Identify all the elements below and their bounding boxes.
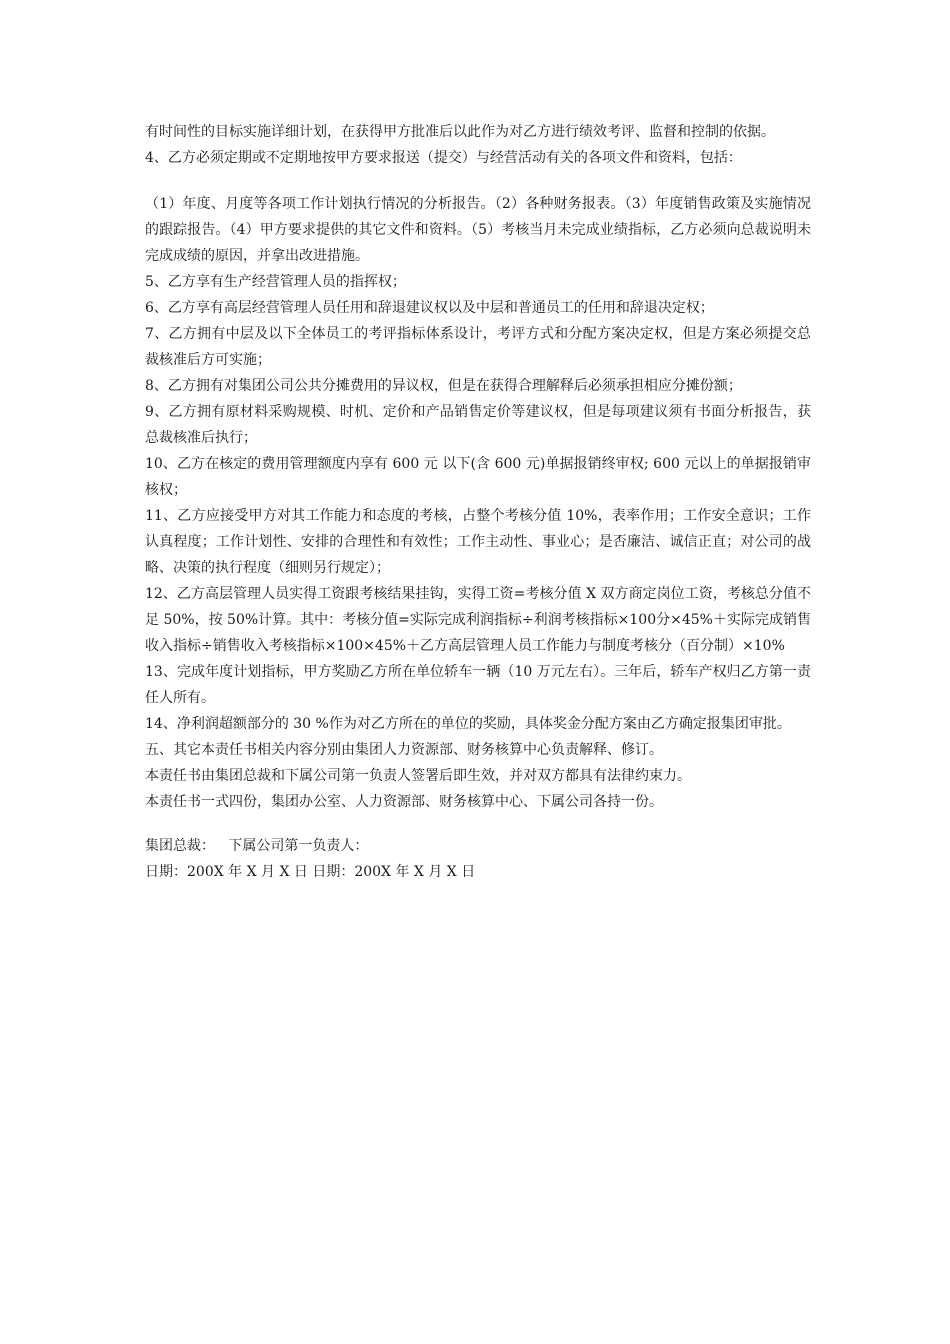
paragraph-item-5: 5、乙方享有生产经营管理人员的指挥权； [145, 274, 406, 290]
paragraph-item-6: 6、乙方享有高层经营管理人员任用和辞退建议权以及中层和普通员工的任用和辞退决定权； [145, 300, 714, 316]
paragraph-copies: 本责任书一式四份，集团办公室、人力资源部、财务核算中心、下属公司各持一份。 [145, 794, 663, 810]
paragraph-item-12: 12、乙方高层管理人员实得工资跟考核结果挂钩，实得工资=考核分值 X 双方商定岗位工资，考核总分值不足 50%，按 50%计算。其中：考核分值=实际完成利润指标÷利润考核指标×100分×45%＋实际完成销售收入指标÷销售收入考核指标×100×45%＋乙方高层管理人员工作能力与制度考核分（百分制）×10% [145, 586, 811, 654]
paragraph-item-14: 14、净利润超额部分的 30 %作为对乙方所在的单位的奖励，具体奖金分配方案由乙方确定报集团审批。 [145, 716, 791, 732]
paragraph-effectiveness: 本责任书由集团总裁和下属公司第一负责人签署后即生效，并对双方都具有法律约束力。 [145, 768, 691, 784]
paragraph-item-10: 10、乙方在核定的费用管理额度内享有 600 元 以下(含 600 元)单据报销终审权; 600 元以上的单据报销审核权； [145, 456, 811, 498]
paragraph-item-9: 9、乙方拥有原材料采购规模、时机、定价和产品销售定价等建议权，但是每项建议须有书面分析报告，获总裁核准后执行； [145, 404, 811, 446]
paragraph-section-5: 五、其它本责任书相关内容分别由集团人力资源部、财务核算中心负责解释、修订。 [145, 742, 663, 758]
paragraph-item-11: 11、乙方应接受甲方对其工作能力和态度的考核，占整个考核分值 10%，表率作用；工作安全意识；工作认真程度；工作计划性、安排的合理性和有效性；工作主动性、事业心；是否廉洁、诚信正直；对公司的战略、决策的执行程度（细则另行规定）； [145, 508, 811, 576]
paragraph-report-list: （1）年度、月度等各项工作计划执行情况的分析报告。（2）各种财务报表。（3）年度销售政策及实施情况的跟踪报告。（4）甲方要求提供的其它文件和资料。（5）考核当月未完成业绩指标，乙方必须向总裁说明未完成成绩的原因，并拿出改进措施。 [145, 196, 811, 264]
paragraph-plan-continuation: 有时间性的目标实施详细计划，在获得甲方批准后以此作为对乙方进行绩效考评、监督和控制的依据。 [145, 124, 775, 140]
date-line: 日期：200X 年 X 月 X 日 日期：200X 年 X 月 X 日 [145, 864, 476, 880]
paragraph-item-8: 8、乙方拥有对集团公司公共分摊费用的异议权，但是在获得合理解释后必须承担相应分摊份额； [145, 378, 742, 394]
blank-line [145, 815, 811, 833]
document-page [145, 119, 811, 885]
blank-line [145, 171, 811, 191]
signature-line: 集团总裁： 下属公司第一负责人： [145, 838, 369, 854]
paragraph-item-4: 4、乙方必须定期或不定期地按甲方要求报送（提交）与经营活动有关的各项文件和资料，包括： [145, 150, 742, 166]
paragraph-item-7: 7、乙方拥有中层及以下全体员工的考评指标体系设计，考评方式和分配方案决定权，但是方案必须提交总裁核准后方可实施； [145, 326, 811, 368]
paragraph-item-13: 13、完成年度计划指标，甲方奖励乙方所在单位轿车一辆（10 万元左右）。三年后，轿车产权归乙方第一责任人所有。 [145, 664, 811, 706]
